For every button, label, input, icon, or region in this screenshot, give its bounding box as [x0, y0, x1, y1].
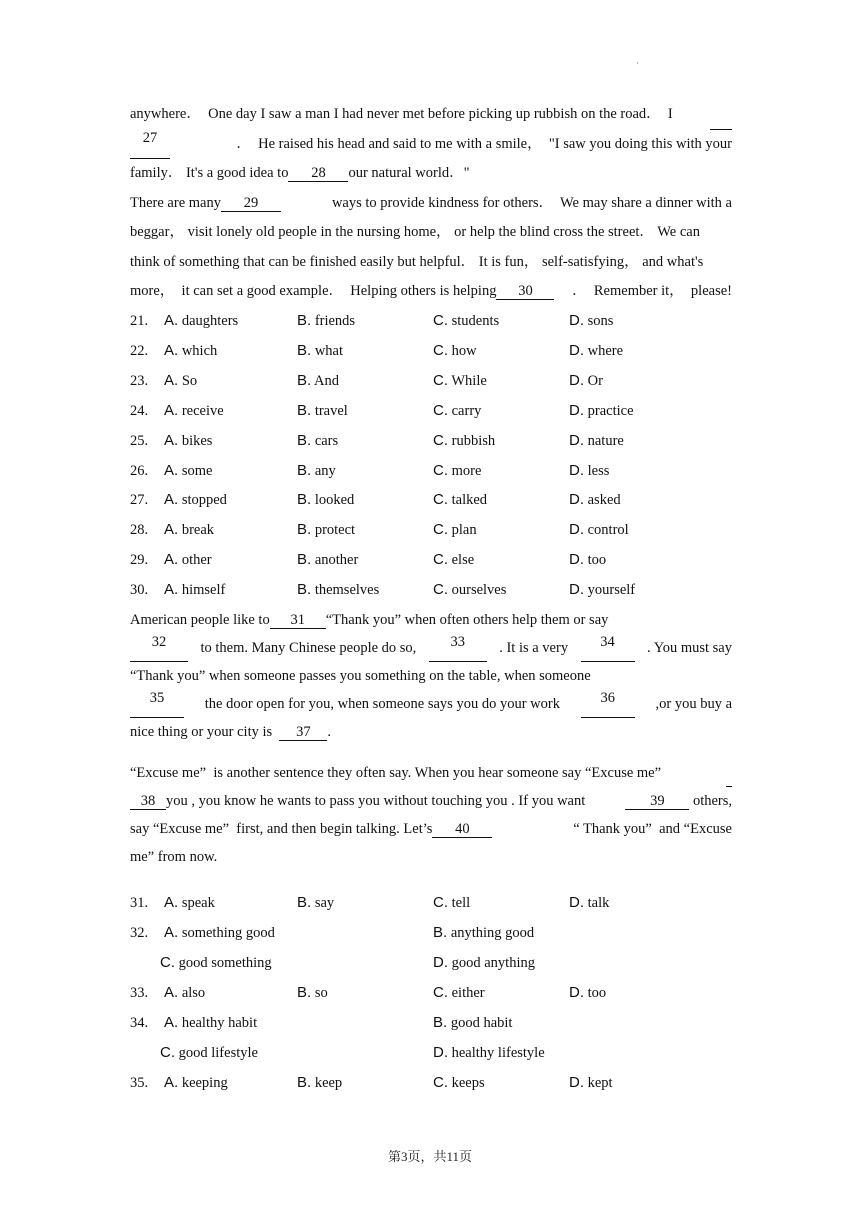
- option-d[interactable]: [569, 366, 603, 396]
- blank-33: 33: [429, 634, 487, 662]
- option-a[interactable]: A. keeping: [164, 1074, 228, 1091]
- passage-line: “Excuse me” is another sentence they often say. When you hear someone say “Excuse me”: [130, 759, 732, 787]
- header-mark: ·: [636, 58, 639, 68]
- option-c[interactable]: [433, 426, 495, 456]
- passage-line: anywhere． One day I saw a man I had never met before picking up rubbish on the road． I: [130, 100, 732, 130]
- option-text: bikes: [181, 432, 213, 449]
- passage-line: American people like to 31 “Thank you” when often others help them or say: [130, 612, 609, 628]
- option-b[interactable]: [297, 545, 358, 575]
- question-row: [130, 396, 732, 426]
- option-letter: C.: [433, 431, 448, 449]
- option-text: receive: [181, 402, 224, 419]
- option-text: plan: [451, 522, 477, 539]
- passage-line: 35 the door open for you, when someone says you do your work 36 ,or you buy a: [130, 690, 732, 718]
- option-c[interactable]: [433, 456, 481, 486]
- question-row: [130, 426, 732, 456]
- blank-40: 40: [432, 821, 492, 838]
- option-letter: B.: [297, 581, 312, 599]
- passage-line: There are many 29 ways to provide kindness for others． We may share a dinner with a: [130, 194, 732, 211]
- option-d[interactable]: [569, 396, 634, 426]
- option-letter: D.: [569, 401, 584, 419]
- option-letter: D.: [569, 551, 584, 569]
- option-text: other: [181, 552, 212, 569]
- option-text: friends: [314, 313, 356, 329]
- option-b[interactable]: [297, 456, 336, 486]
- option-d[interactable]: D. healthy lifestyle: [433, 1044, 545, 1061]
- option-text: themselves: [314, 582, 380, 599]
- blank-27: 27: [130, 130, 170, 160]
- option-c[interactable]: [433, 485, 487, 515]
- option-letter: B.: [297, 461, 312, 479]
- blank-31: 31: [270, 612, 326, 629]
- option-a[interactable]: A. also: [164, 984, 206, 1001]
- option-c[interactable]: C. good lifestyle: [160, 1044, 258, 1061]
- passage-line: more， it can set a good example． Helping others is helping 30 ． Remember it， please!: [130, 283, 732, 299]
- blank-37: 37: [279, 724, 327, 741]
- question-row: [130, 515, 732, 545]
- option-a[interactable]: [164, 306, 238, 336]
- option-c[interactable]: C. keeps: [433, 1074, 485, 1091]
- option-a[interactable]: [164, 515, 214, 545]
- question-row: [130, 575, 732, 605]
- option-text: carry: [451, 402, 482, 419]
- option-b[interactable]: B. good habit: [433, 1014, 513, 1031]
- option-b[interactable]: [297, 515, 355, 545]
- option-letter: A.: [164, 431, 179, 449]
- option-letter: D.: [569, 461, 584, 479]
- option-c[interactable]: [433, 306, 499, 336]
- option-d[interactable]: [569, 456, 609, 486]
- option-letter: A.: [164, 551, 179, 569]
- option-d[interactable]: [569, 485, 621, 515]
- blank-38: 38: [130, 793, 166, 810]
- option-b[interactable]: [297, 426, 338, 456]
- option-b[interactable]: [297, 575, 379, 605]
- option-text: practice: [587, 402, 634, 419]
- option-b[interactable]: [297, 485, 354, 515]
- option-letter: B.: [297, 431, 312, 449]
- option-text: break: [181, 522, 215, 539]
- option-c[interactable]: C. good something: [160, 954, 272, 971]
- option-text: Or: [587, 372, 603, 389]
- option-letter: B.: [297, 371, 312, 389]
- question-33: 33. A. also B. so C. either D. too: [130, 978, 732, 1008]
- option-letter: B.: [297, 401, 312, 419]
- option-letter: B.: [297, 551, 312, 569]
- option-a[interactable]: [164, 336, 217, 366]
- blank-28: 28: [288, 165, 348, 182]
- option-letter: D.: [569, 371, 584, 389]
- option-text: cars: [314, 432, 339, 449]
- option-text: rubbish: [451, 432, 496, 449]
- question-31: 31. A. speak B. say C. tell D. talk: [130, 888, 732, 918]
- question-row: [130, 336, 732, 366]
- blank: [710, 100, 732, 130]
- option-text: which: [181, 342, 218, 359]
- passage-line: think of something that can be finished easily but helpful． It is fun， self-satisfying， and what's: [130, 253, 704, 270]
- blank-32: 32: [130, 634, 188, 662]
- question-34: 34. A. healthy habit B. good habit: [130, 1008, 732, 1038]
- question-number: 27.: [130, 492, 149, 509]
- blank-34: 34: [581, 634, 635, 662]
- option-a[interactable]: A. healthy habit: [164, 1014, 258, 1031]
- option-b[interactable]: B. anything good: [433, 924, 535, 941]
- option-a[interactable]: [164, 456, 212, 486]
- option-letter: C.: [433, 551, 448, 569]
- option-letter: A.: [164, 491, 179, 509]
- option-letter: C.: [433, 521, 448, 539]
- option-letter: B.: [297, 312, 312, 329]
- question-number: 26.: [130, 462, 149, 479]
- option-letter: B.: [297, 491, 312, 509]
- option-letter: D.: [569, 312, 584, 329]
- option-d[interactable]: D. kept: [569, 1074, 613, 1091]
- option-text: any: [314, 462, 336, 479]
- option-letter: D.: [569, 521, 584, 539]
- question-number: 23.: [130, 372, 149, 389]
- option-text: what: [314, 342, 343, 359]
- option-letter: A.: [164, 312, 179, 329]
- option-letter: C.: [433, 312, 448, 329]
- option-a[interactable]: [164, 366, 197, 396]
- option-letter: C.: [433, 581, 448, 599]
- blank-35: 35: [130, 690, 184, 718]
- option-letter: D.: [569, 581, 584, 599]
- option-a[interactable]: [164, 485, 227, 515]
- option-a[interactable]: [164, 396, 224, 426]
- option-text: protect: [314, 522, 356, 539]
- question-number: 25.: [130, 432, 149, 449]
- passage-line: nice thing or your city is 37 .: [130, 724, 332, 740]
- option-a[interactable]: [164, 426, 212, 456]
- option-a[interactable]: [164, 575, 225, 605]
- passage-1: [130, 100, 732, 307]
- option-c[interactable]: [433, 396, 481, 426]
- option-text: yourself: [587, 582, 636, 599]
- option-c[interactable]: C. tell: [433, 894, 471, 911]
- option-text: talked: [451, 492, 488, 509]
- option-text: control: [587, 522, 629, 539]
- option-d[interactable]: [569, 336, 623, 366]
- option-text: how: [451, 342, 477, 359]
- option-text: some: [181, 462, 213, 479]
- question-32: 32. A. something good B. anything good: [130, 918, 732, 948]
- option-text: So: [181, 372, 198, 389]
- page-footer: 第3页，共11页: [387, 1149, 473, 1164]
- blank-39: 39: [625, 793, 689, 810]
- question-34-row-2: [130, 1038, 732, 1068]
- question-row: [130, 366, 732, 396]
- option-text: himself: [181, 582, 226, 599]
- question-number: 21.: [130, 313, 149, 329]
- option-c[interactable]: [433, 545, 474, 575]
- option-a[interactable]: [164, 545, 212, 575]
- option-text: students: [451, 313, 500, 329]
- option-letter: B.: [297, 521, 312, 539]
- option-c[interactable]: [433, 515, 477, 545]
- question-row: [130, 306, 732, 336]
- option-b[interactable]: B. keep: [297, 1074, 343, 1091]
- option-b[interactable]: [297, 306, 355, 336]
- option-letter: C.: [433, 401, 448, 419]
- option-c[interactable]: [433, 336, 477, 366]
- question-number: 28.: [130, 522, 149, 539]
- option-letter: A.: [164, 581, 179, 599]
- option-letter: C.: [433, 371, 448, 389]
- option-d[interactable]: D. talk: [569, 894, 610, 911]
- question-number: 22.: [130, 342, 149, 359]
- option-text: more: [451, 462, 482, 479]
- option-c[interactable]: [433, 575, 506, 605]
- option-text: another: [314, 552, 359, 569]
- option-letter: A.: [164, 371, 179, 389]
- option-b[interactable]: B. say: [297, 894, 335, 911]
- option-letter: C.: [433, 341, 448, 359]
- option-letter: D.: [569, 341, 584, 359]
- question-32-row-2: [130, 948, 732, 978]
- option-letter: D.: [569, 431, 584, 449]
- passage-line: 38 you , you know he wants to pass you without touching you . If you want 39 others,: [130, 787, 732, 815]
- option-text: sons: [587, 313, 614, 329]
- question-number: 24.: [130, 402, 149, 419]
- option-letter: A.: [164, 521, 179, 539]
- option-c[interactable]: [433, 366, 487, 396]
- option-text: less: [587, 462, 610, 479]
- option-a[interactable]: A. speak: [164, 894, 215, 911]
- option-text: too: [587, 552, 607, 569]
- passage-3: [130, 759, 732, 871]
- option-text: And: [314, 372, 339, 389]
- question-number: 30.: [130, 582, 149, 599]
- option-text: ourselves: [451, 582, 507, 599]
- question-35: 35. A. keeping B. keep C. keeps D. kept: [130, 1068, 732, 1098]
- passage-line: family． It's a good idea to 28 our natural world．": [130, 165, 470, 181]
- passage-line: “Thank you” when someone passes you something on the table, when someone: [130, 668, 591, 684]
- question-row: [130, 456, 732, 486]
- blank-30: 30: [496, 283, 554, 300]
- passage-line: me” from now.: [130, 849, 218, 865]
- passage-line: say “Excuse me” first, and then begin talking. Let’s 40 “ Thank you” and “Excuse: [130, 821, 732, 837]
- option-d[interactable]: [569, 575, 635, 605]
- option-d[interactable]: [569, 426, 624, 456]
- option-letter: A.: [164, 461, 179, 479]
- option-d[interactable]: D. too: [569, 984, 607, 1001]
- option-text: looked: [314, 492, 355, 509]
- passage-line: beggar， visit lonely old people in the nursing home， or help the blind cross the street． We can: [130, 224, 700, 240]
- option-letter: C.: [433, 491, 448, 509]
- question-number: 29.: [130, 552, 149, 569]
- option-text: nature: [587, 432, 624, 449]
- option-letter: C.: [433, 461, 448, 479]
- option-b[interactable]: [297, 396, 348, 426]
- option-c[interactable]: C. either: [433, 984, 485, 1001]
- option-letter: A.: [164, 401, 179, 419]
- option-text: daughters: [181, 313, 239, 329]
- blank-29: 29: [221, 195, 281, 212]
- blank-36: 36: [581, 690, 635, 718]
- question-row: [130, 485, 732, 515]
- blank: [726, 759, 732, 787]
- option-d[interactable]: [569, 306, 613, 336]
- passage-line: 27 ． He raised his head and said to me with a smile， "I saw you doing this with your: [130, 130, 732, 160]
- option-text: travel: [314, 402, 348, 419]
- option-text: where: [587, 342, 624, 359]
- passage-2: [130, 606, 732, 746]
- option-text: else: [451, 552, 475, 569]
- option-letter: D.: [569, 491, 584, 509]
- option-a[interactable]: A. something good: [164, 924, 275, 941]
- option-text: asked: [587, 492, 621, 509]
- option-d[interactable]: [569, 545, 606, 575]
- passage-line: 32 to them. Many Chinese people do so, 33 . It is a very 34 . You must say: [130, 634, 732, 662]
- option-b[interactable]: [297, 336, 343, 366]
- question-row: [130, 545, 732, 575]
- option-letter: A.: [164, 341, 179, 359]
- option-text: stopped: [181, 492, 227, 509]
- option-d[interactable]: [569, 515, 629, 545]
- option-b[interactable]: B. so: [297, 984, 328, 1001]
- option-d[interactable]: D. good anything: [433, 954, 535, 971]
- option-b[interactable]: [297, 366, 339, 396]
- option-text: While: [451, 372, 487, 389]
- option-letter: B.: [297, 341, 312, 359]
